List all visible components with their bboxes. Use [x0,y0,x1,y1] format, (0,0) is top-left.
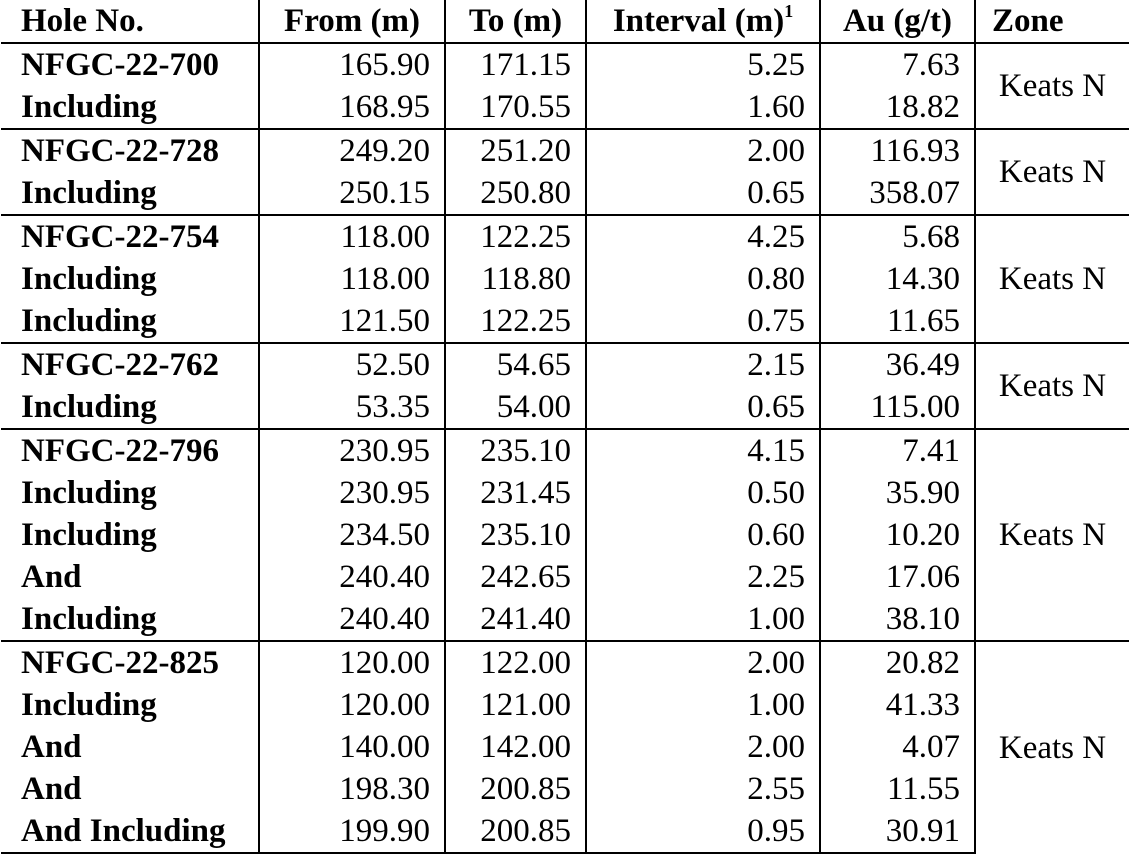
table-row [1,514,1129,556]
table-row [1,472,1129,514]
table-row [1,386,1129,429]
header-au: Au (g/t) [820,0,975,43]
cell-to: 122.25 [445,300,586,343]
table-row [1,810,1129,853]
cell-hole: Including [21,89,157,125]
cell-hole: And [21,729,82,765]
cell-hole: NFGC-22-762 [1,343,259,386]
cell-au: 358.07 [820,172,975,215]
cell-interval: 5.25 [586,43,820,86]
header-interval-label: Interval (m) [612,3,785,39]
cell-interval: 2.00 [586,726,820,768]
cell-from: 249.20 [259,129,445,172]
cell-to: 54.00 [445,386,586,429]
cell-hole: And [21,559,82,595]
table-row [1,684,1129,726]
cell-from: 53.35 [259,386,445,429]
cell-zone: Keats N [975,129,1129,215]
cell-to: 170.55 [445,86,586,129]
cell-to: 118.80 [445,258,586,300]
table-row [1,215,1129,258]
cell-to: 251.20 [445,129,586,172]
cell-hole: Including [21,601,157,637]
cell-from: 198.30 [259,768,445,810]
cell-au: 11.55 [820,768,975,810]
table-row [1,556,1129,598]
cell-au: 38.10 [820,598,975,641]
cell-au: 36.49 [820,343,975,386]
table-row [1,343,1129,386]
cell-au: 30.91 [820,810,975,853]
cell-interval: 4.25 [586,215,820,258]
cell-interval: 1.00 [586,684,820,726]
cell-from: 118.00 [259,215,445,258]
cell-au: 116.93 [820,129,975,172]
cell-zone: Keats N [975,641,1129,853]
cell-interval: 2.55 [586,768,820,810]
cell-au: 14.30 [820,258,975,300]
header-hole: Hole No. [1,0,259,43]
cell-from: 118.00 [259,258,445,300]
table-row [1,129,1129,172]
cell-interval: 0.60 [586,514,820,556]
cell-au: 18.82 [820,86,975,129]
cell-hole: Including [21,261,157,297]
cell-hole: And [21,771,82,807]
cell-interval: 2.15 [586,343,820,386]
cell-from: 140.00 [259,726,445,768]
cell-to: 171.15 [445,43,586,86]
cell-from: 230.95 [259,429,445,472]
cell-from: 168.95 [259,86,445,129]
header-zone: Zone [975,0,1129,43]
cell-au: 7.63 [820,43,975,86]
cell-interval: 2.00 [586,129,820,172]
cell-from: 250.15 [259,172,445,215]
cell-au: 4.07 [820,726,975,768]
cell-hole: NFGC-22-700 [1,43,259,86]
cell-from: 234.50 [259,514,445,556]
table-row [1,43,1129,86]
cell-hole: NFGC-22-728 [1,129,259,172]
cell-interval: 0.95 [586,810,820,853]
cell-hole: Including [21,303,157,339]
header-to: To (m) [445,0,586,43]
table-row [1,768,1129,810]
cell-au: 41.33 [820,684,975,726]
table-row [1,86,1129,129]
cell-to: 242.65 [445,556,586,598]
table-row [1,300,1129,343]
cell-from: 120.00 [259,684,445,726]
cell-interval: 2.25 [586,556,820,598]
cell-interval: 0.80 [586,258,820,300]
cell-interval: 2.00 [586,641,820,684]
cell-from: 52.50 [259,343,445,386]
cell-zone: Keats N [975,43,1129,129]
table-body [1,43,1129,853]
cell-au: 5.68 [820,215,975,258]
cell-au: 11.65 [820,300,975,343]
cell-interval: 1.60 [586,86,820,129]
cell-to: 235.10 [445,429,586,472]
cell-au: 35.90 [820,472,975,514]
cell-from: 240.40 [259,598,445,641]
cell-au: 7.41 [820,429,975,472]
table-header [1,0,1129,43]
cell-to: 121.00 [445,684,586,726]
table-row [1,641,1129,684]
cell-zone: Keats N [975,429,1129,641]
cell-interval: 0.75 [586,300,820,343]
cell-interval: 0.65 [586,386,820,429]
cell-to: 122.25 [445,215,586,258]
cell-from: 120.00 [259,641,445,684]
header-interval-footnote: 1 [784,1,794,21]
header-from: From (m) [259,0,445,43]
table-row [1,598,1129,641]
cell-from: 230.95 [259,472,445,514]
table-row [1,429,1129,472]
cell-hole: NFGC-22-796 [1,429,259,472]
cell-au: 20.82 [820,641,975,684]
cell-au: 10.20 [820,514,975,556]
cell-from: 165.90 [259,43,445,86]
cell-au: 17.06 [820,556,975,598]
table-row [1,258,1129,300]
table-row [1,172,1129,215]
cell-hole: Including [21,389,157,425]
cell-hole: Including [21,475,157,511]
cell-to: 231.45 [445,472,586,514]
cell-interval: 4.15 [586,429,820,472]
cell-to: 200.85 [445,810,586,853]
cell-from: 240.40 [259,556,445,598]
header-row [1,0,1129,43]
cell-to: 142.00 [445,726,586,768]
cell-zone: Keats N [975,215,1129,343]
cell-au: 115.00 [820,386,975,429]
table-row [1,726,1129,768]
cell-to: 200.85 [445,768,586,810]
cell-to: 250.80 [445,172,586,215]
cell-interval: 0.65 [586,172,820,215]
cell-to: 241.40 [445,598,586,641]
cell-to: 54.65 [445,343,586,386]
cell-from: 121.50 [259,300,445,343]
cell-hole: NFGC-22-825 [1,641,259,684]
cell-hole: Including [21,517,157,553]
cell-hole: Including [21,687,157,723]
cell-interval: 1.00 [586,598,820,641]
cell-hole: NFGC-22-754 [1,215,259,258]
cell-hole: Including [21,175,157,211]
cell-from: 199.90 [259,810,445,853]
drill-results-table [1,0,1129,854]
cell-to: 122.00 [445,641,586,684]
header-interval [586,0,820,43]
cell-interval: 0.50 [586,472,820,514]
cell-to: 235.10 [445,514,586,556]
cell-zone: Keats N [975,343,1129,429]
cell-hole: And Including [1,810,259,853]
